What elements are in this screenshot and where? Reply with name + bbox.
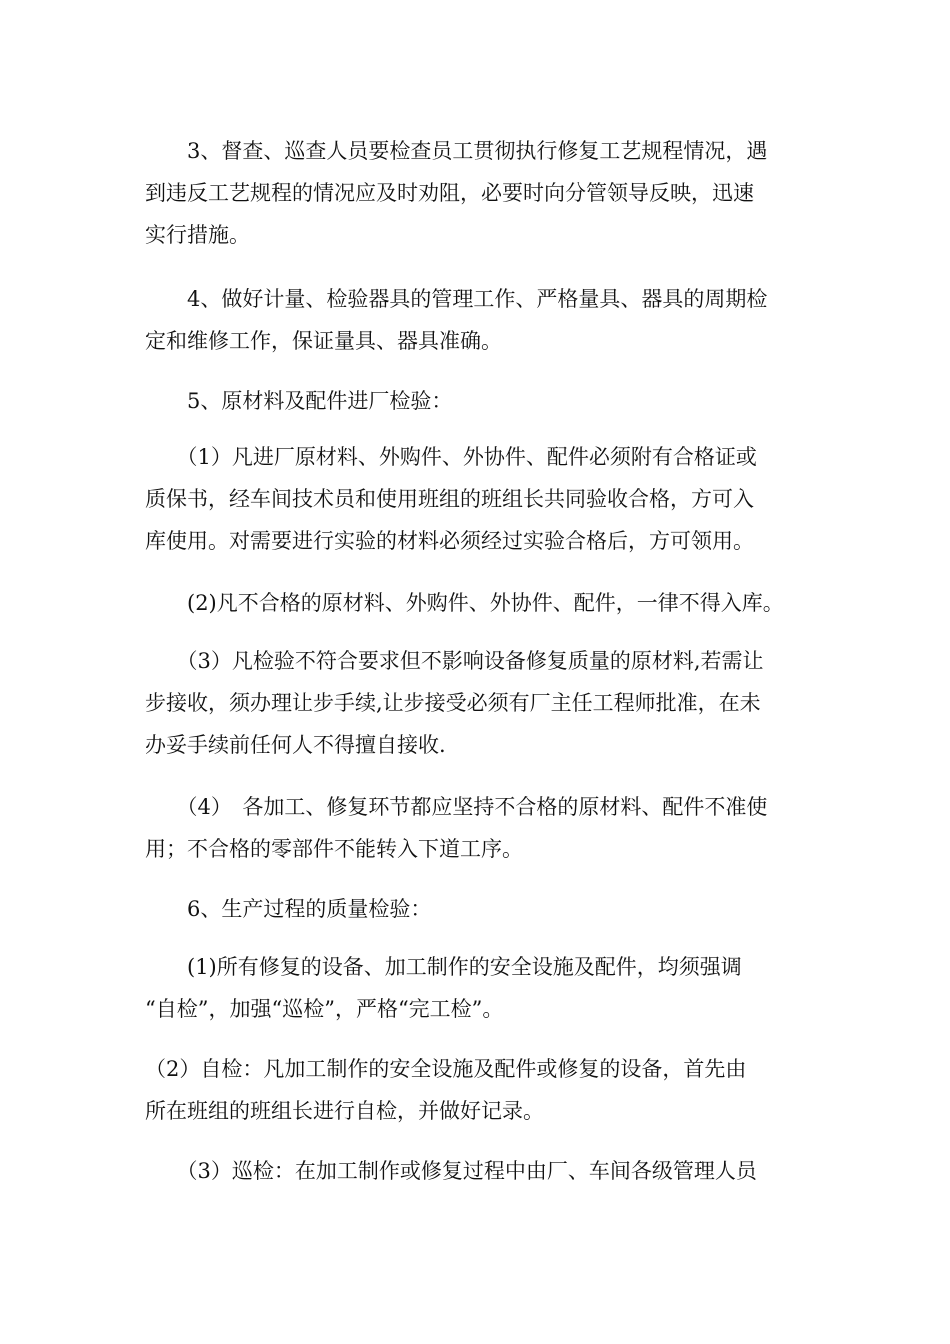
text-line: 定和维修工作，保证量具、器具准确。 — [145, 329, 502, 353]
text-line: 办妥手续前任何人不得擅自接收. — [145, 733, 446, 757]
text-line: 步接收，须办理让步手续,让步接受必须有厂主任工程师批准，在未 — [145, 691, 761, 715]
text-line: （3）凡检验不符合要求但不影响设备修复质量的原材料,若需让 — [145, 649, 764, 673]
paragraph-item-6-2 — [145, 1048, 817, 1132]
paragraph-item-5-4 — [145, 786, 817, 870]
text-line: 库使用。对需要进行实验的材料必须经过实验合格后，方可领用。 — [145, 529, 754, 553]
text-line: 5、原材料及配件进厂检验： — [145, 389, 453, 413]
section-heading-5 — [145, 380, 817, 422]
text-line: （3）巡检：在加工制作或修复过程中由厂、车间各级管理人员 — [145, 1159, 757, 1183]
paragraph-item-5-3 — [145, 640, 817, 766]
text-line: 质保书，经车间技术员和使用班组的班组长共同验收合格，方可入 — [145, 487, 754, 511]
paragraph-item-6-1 — [145, 946, 817, 1030]
text-line: （2）自检：凡加工制作的安全设施及配件或修复的设备，首先由 — [145, 1057, 747, 1081]
text-line: 4、做好计量、检验器具的管理工作、严格量具、器具的周期检 — [145, 287, 768, 311]
text-line: 用；不合格的零部件不能转入下道工序。 — [145, 837, 523, 861]
text-line: (1)所有修复的设备、加工制作的安全设施及配件，均须强调 — [145, 955, 742, 979]
text-line: （1）凡进厂原材料、外购件、外协件、配件必须附有合格证或 — [145, 445, 757, 469]
text-line: 所在班组的班组长进行自检，并做好记录。 — [145, 1099, 544, 1123]
section-heading-6 — [145, 888, 817, 930]
text-line: 到违反工艺规程的情况应及时劝阻，必要时向分管领导反映，迅速 — [145, 181, 754, 205]
paragraph-item-5-1 — [145, 436, 817, 562]
text-line: 实行措施。 — [145, 223, 250, 247]
text-line: “自检”，加强“巡检”，严格“完工检”。 — [145, 997, 504, 1021]
paragraph-item-3 — [145, 130, 817, 256]
text-line: （4） 各加工、修复环节都应坚持不合格的原材料、配件不准使 — [145, 795, 768, 819]
text-line: (2)凡不合格的原材料、外购件、外协件、配件，一律不得入库。 — [145, 591, 784, 615]
text-line: 6、生产过程的质量检验： — [145, 897, 432, 921]
text-line: 3、督查、巡查人员要检查员工贯彻执行修复工艺规程情况，遇 — [145, 139, 768, 163]
paragraph-item-6-3 — [145, 1150, 817, 1192]
paragraph-item-5-2 — [145, 582, 817, 624]
paragraph-item-4 — [145, 278, 817, 362]
